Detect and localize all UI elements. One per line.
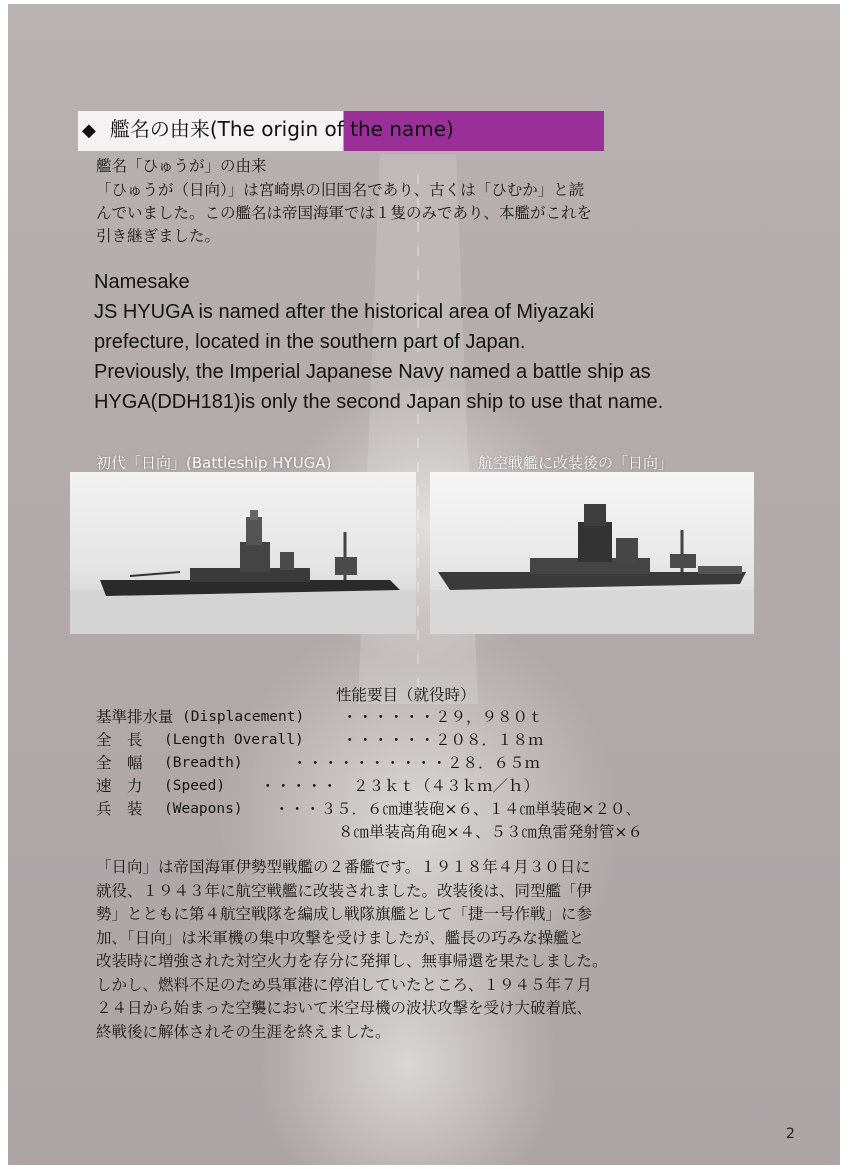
- spec-label: 兵 装: [96, 800, 143, 818]
- aviation-battleship-silhouette: [430, 472, 754, 634]
- spec-value: ・・・・・・２９，９８０ｔ: [342, 708, 544, 726]
- spec-english-label: (Speed): [164, 778, 226, 794]
- history-line: しかし、燃料不足のため呉軍港に停泊していたところ、１９４５年７月: [96, 975, 593, 994]
- spec-value: ・・・３５．６㎝連装砲×６、１４㎝単装砲×２０、: [274, 800, 641, 818]
- spec-label: 全 長: [96, 731, 143, 749]
- battleship-silhouette: [70, 472, 416, 634]
- spec-english-label: (Breadth): [164, 755, 243, 771]
- japanese-line: んでいました。この艦名は帝国海軍では１隻のみであり、本艦がこれを: [96, 204, 593, 222]
- history-line: 就役、１９４３年に航空戦艦に改装されました。改装後は、同型艦「伊: [96, 881, 593, 900]
- japanese-line: 引き継ぎました。: [96, 227, 221, 245]
- history-line: 加、「日向」は米軍機の集中攻撃を受けましたが、艦長の巧みな操艦と: [96, 928, 585, 947]
- english-line: Previously, the Imperial Japanese Navy named a battle ship as: [94, 361, 651, 383]
- aviation-battleship-photo: [430, 472, 754, 634]
- spec-value: ・・・・・・・・・・２８．６５ｍ: [292, 754, 541, 772]
- japanese-subtitle: 艦名「ひゅうが」の由来: [96, 157, 267, 175]
- english-namesake-text: [94, 267, 814, 417]
- history-line: 終戦後に解体されその生涯を終えました。: [96, 1022, 391, 1041]
- history-line: 「日向」は帝国海軍伊勢型戦艦の２番艦です。１９１８年４月３０日に: [96, 858, 591, 876]
- battleship-photo: [70, 472, 416, 634]
- specifications-title: 性能要目（就役時）: [336, 686, 476, 704]
- section-heading: [82, 113, 454, 142]
- left-photo-caption: 初代「日向」(Battleship HYUGA): [96, 454, 332, 472]
- spec-english-label: (Length Overall): [164, 732, 304, 748]
- spec-label: 全 幅: [96, 754, 143, 772]
- spec-label: 基準排水量: [96, 708, 174, 726]
- diamond-bullet-icon: ◆: [82, 120, 96, 141]
- section-heading-title: 艦名の由来(The origin of the name): [109, 117, 454, 141]
- spec-english-label: (Displacement): [182, 709, 305, 725]
- history-line: 改装時に増強された対空火力を存分に発揮し、無事帰還を果たしました。: [96, 952, 608, 970]
- right-photo-caption: 航空戦艦に改装後の「日向」: [478, 454, 674, 472]
- spec-value: ８㎝単装高角砲×４、５３㎝魚雷発射管×６: [338, 823, 643, 841]
- history-line: ２４日から始まった空襲において米空母機の波状攻撃を受け大破着底、: [96, 999, 593, 1017]
- spec-label: 速 力: [96, 777, 143, 795]
- english-line: HYGA(DDH181)is only the second Japan ship to use that name.: [94, 391, 664, 413]
- spec-value: ・・・・・・２０８．１８ｍ: [342, 731, 544, 749]
- english-title: Namesake: [94, 271, 190, 293]
- history-line: 勢」とともに第４航空戦隊を編成し戦隊旗艦として「捷一号作戦」に参: [96, 905, 593, 923]
- ship-history-text: [96, 856, 756, 1044]
- english-line: prefecture, located in the southern part of Japan.: [94, 331, 526, 353]
- japanese-namesake-text: [96, 155, 736, 248]
- spec-english-label: (Weapons): [164, 801, 243, 817]
- spec-value: ・・・・・ ２３ｋｔ（４３ｋｍ／ｈ）: [260, 777, 540, 795]
- japanese-line: 「ひゅうが（日向）」は宮崎県の旧国名であり、古くは「ひむか」と読: [96, 181, 585, 199]
- english-line: JS HYUGA is named after the historical area of Miyazaki: [94, 301, 595, 323]
- page-number: 2: [786, 1126, 795, 1142]
